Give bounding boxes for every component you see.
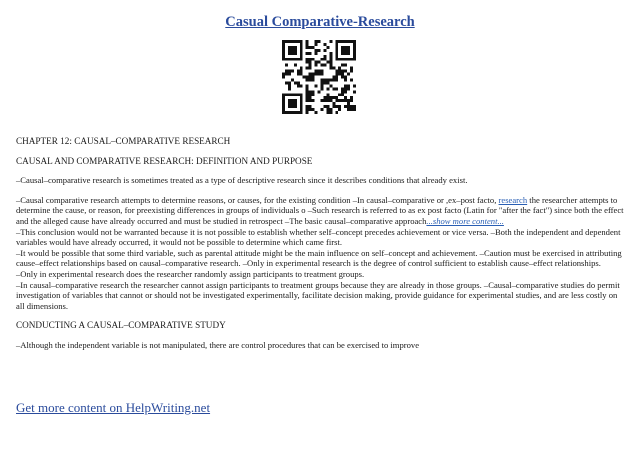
conducting-heading: CONDUCTING A CAUSAL–COMPARATIVE STUDY — [16, 320, 226, 331]
paragraph: –In causal–comparative research the researcher cannot assign participants to treatment groups because they are already in those groups. –Causal–comparative studies do permit investigation of variables that cannot or should not be investigated experimentally, facilitate decision making, provide guidance for experimental studies, and are less costly on all dimensions. — [16, 279, 620, 311]
research-link[interactable]: research — [498, 194, 528, 205]
show-more-link[interactable]: ...show more content... — [426, 215, 504, 226]
qr-code-icon — [282, 40, 356, 114]
paragraph: –This conclusion would not be warranted because it is not possible to establish whether self–concept precedes achievement or vice versa. –Both the independent and dependent variables would have already occurred, it would not be possible to determine which came first. — [16, 226, 621, 248]
paragraph-text: –Causal comparative research attempts to determine reasons, or causes, for the existing condition –In causal–comparative or ,ex–post facto, — [16, 194, 499, 205]
paragraph: –It would be possible that some third variable, such as parental attitude might be the main influence on self–concept and achievement. –Caution must be exercised in attributing cause–effect relationships based on causal–comparative research. –Only in experimental research is the degree of control sufficient to establish cause–effect relationships. — [16, 247, 622, 269]
paragraph-with-link — [16, 195, 624, 227]
get-more-content-link[interactable]: Get more content on HelpWriting.net — [16, 400, 211, 415]
page-title[interactable]: Casual Comparative-Research — [225, 14, 415, 30]
paragraph: –Although the independent variable is not manipulated, there are control procedures that can be exercised to improve — [16, 339, 420, 350]
section-heading: CAUSAL AND COMPARATIVE RESEARCH: DEFINITION AND PURPOSE — [16, 155, 313, 166]
article-body — [16, 136, 624, 360]
paragraph: –Causal–comparative research is sometimes treated as a type of descriptive research since it describes conditions that already exist. — [16, 175, 468, 186]
chapter-heading: CHAPTER 12: CAUSAL–COMPARATIVE RESEARCH — [16, 136, 231, 146]
paragraph: –Only in experimental research does the researcher randomly assign participants to treatment groups. — [16, 268, 365, 279]
paragraph-text: the researcher attempts to determine the cause, or reason, for preexisting differences in groups of individuals o –Such research is referred to as ex post facto (Latin for "after the fact") since both the effect and the alleged cause have already occurred and must be studied in retrospect –The basic causal–comparative approach — [16, 194, 624, 226]
